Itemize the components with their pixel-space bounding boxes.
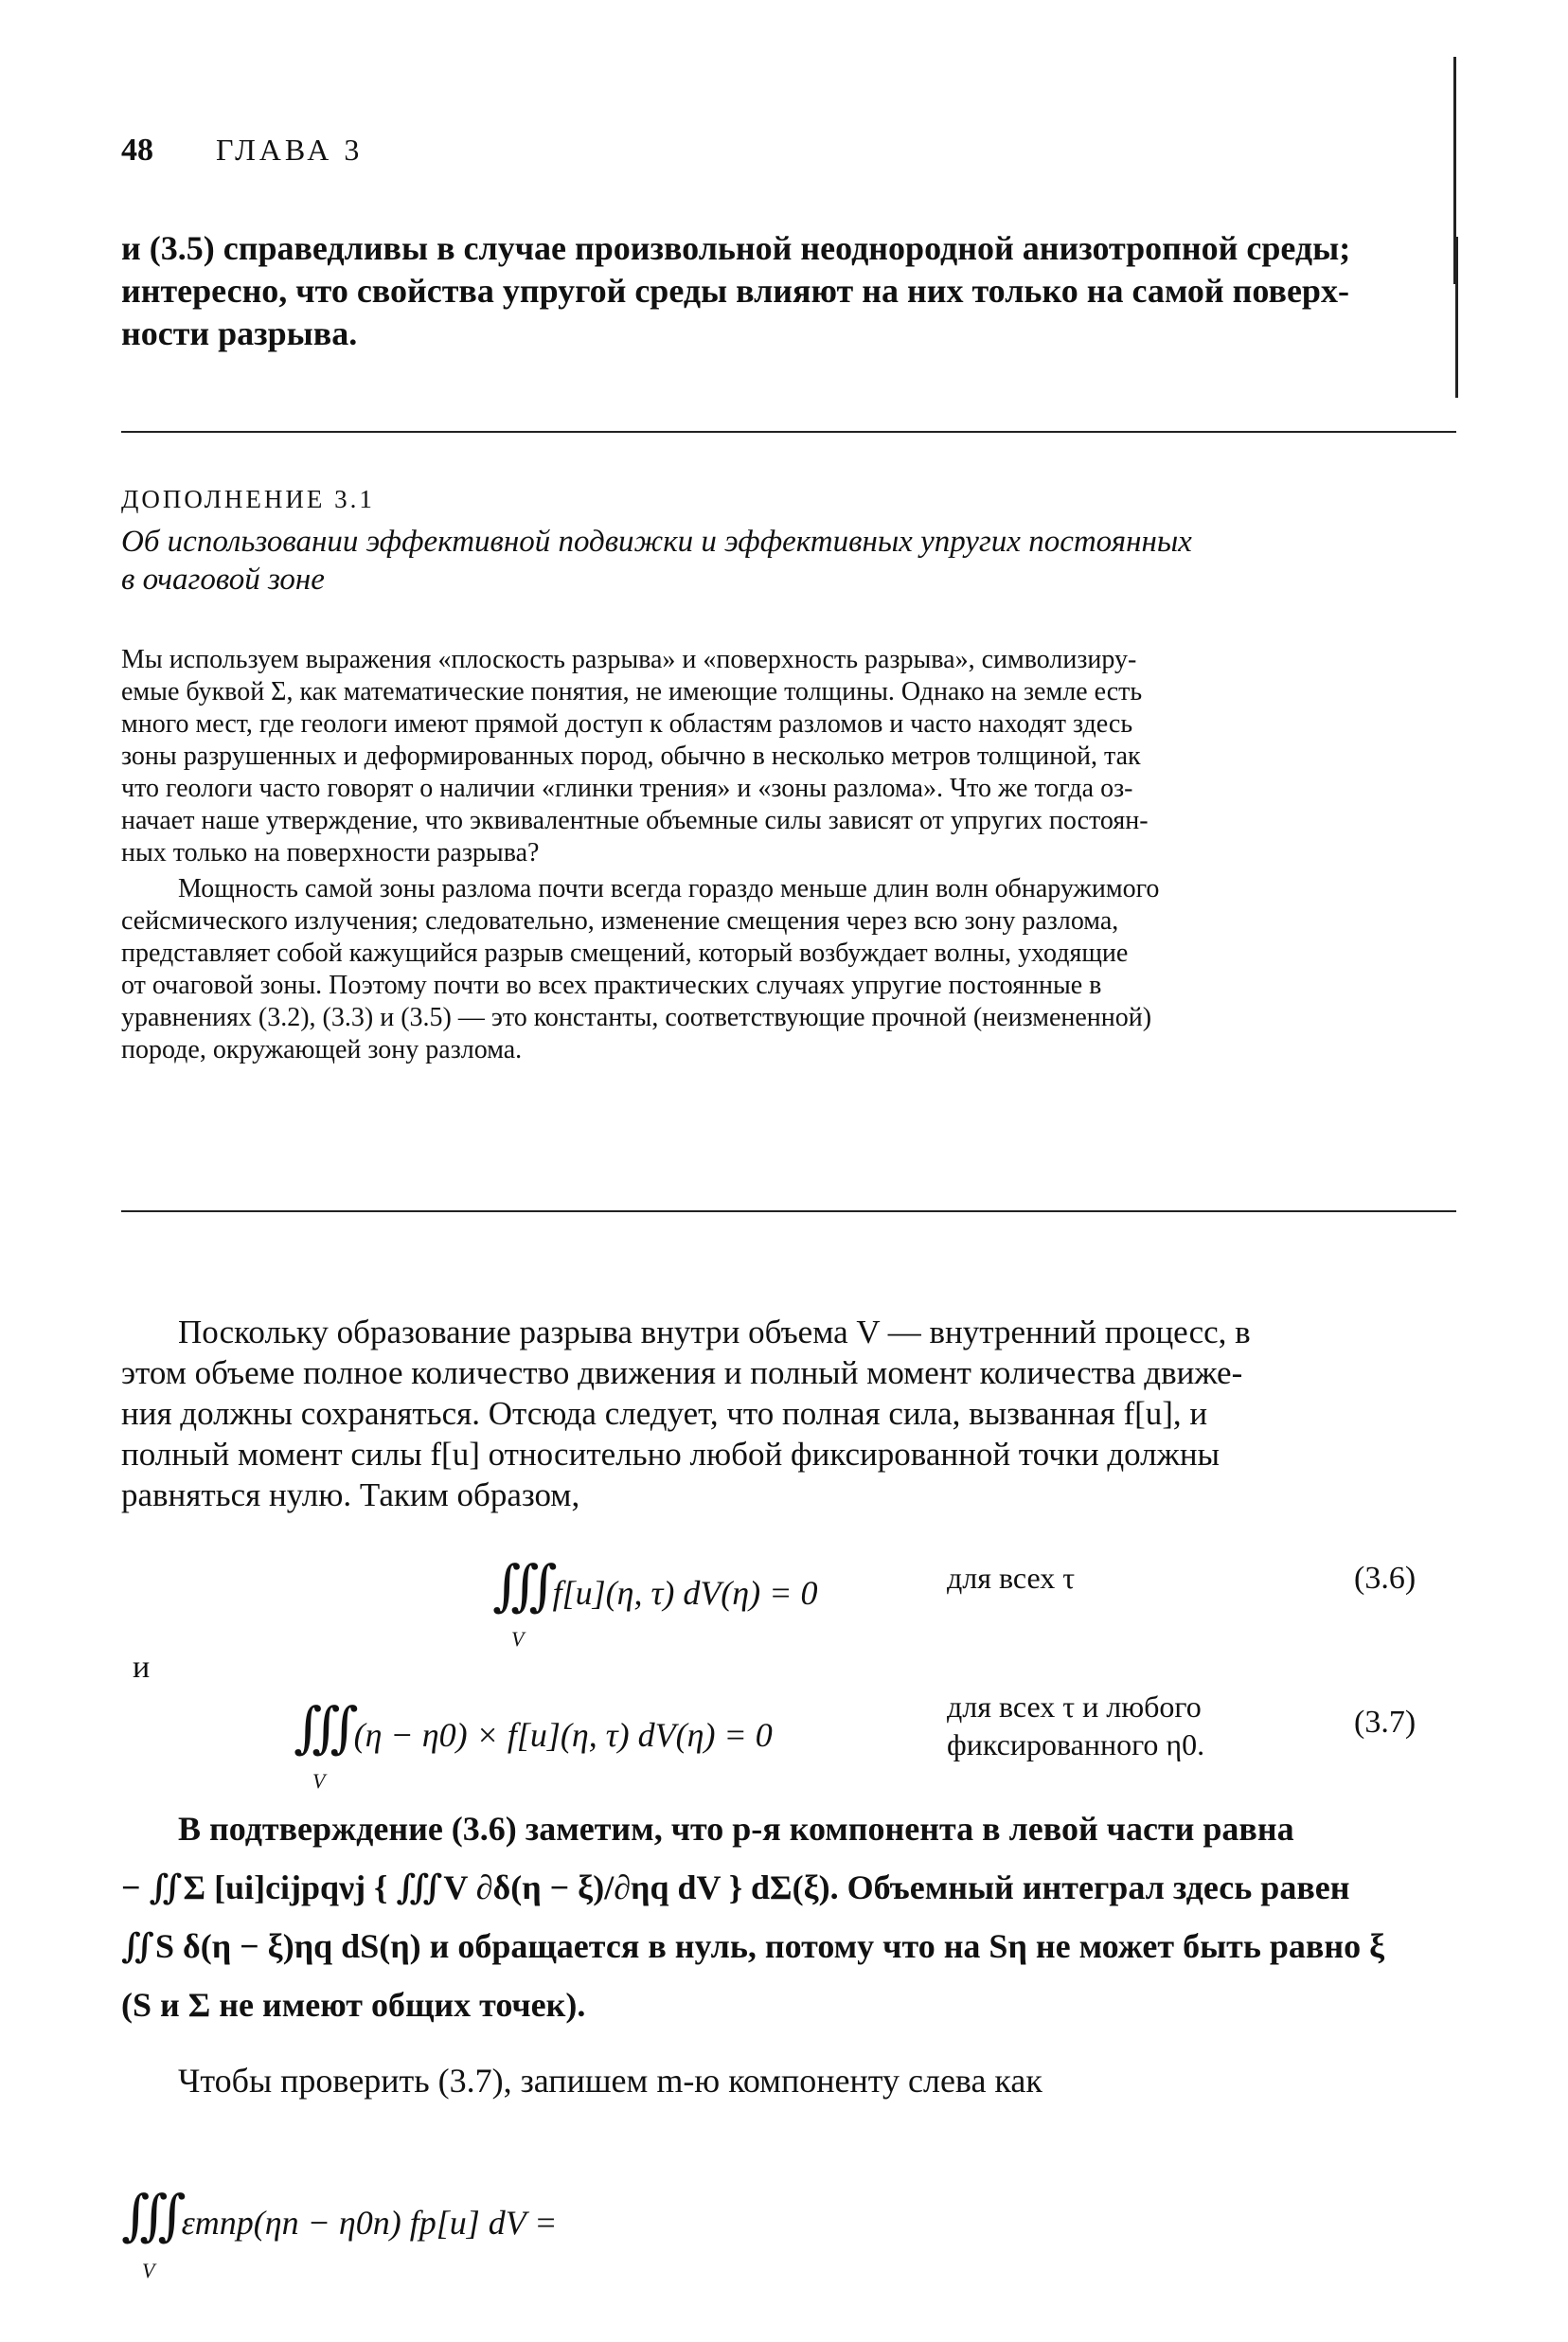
proof-line: В подтверждение (3.6) заметим, что p-я компонента в левой части равна — [178, 1810, 1294, 1848]
triple-integral-sign: ∭ — [121, 2183, 173, 2247]
main-line: полный момент силы f[u] относительно любой фиксированной точки должны — [121, 1436, 1221, 1473]
box-line: породе, окружающей зону разлома. — [121, 1035, 523, 1064]
intro-line: ности разрыва. — [121, 314, 358, 352]
main-line: Поскольку образование разрыва внутри объема V — внутренний процесс, в — [178, 1314, 1251, 1350]
box-line: зоны разрушенных и деформированных пород, обычно в несколько метров толщиной, так — [121, 742, 1141, 771]
box-line: представляет собой кажущийся разрыв смещений, который возбуждает волны, уходящие — [121, 939, 1129, 968]
equation-body: εmnp(ηn − η0n) fp[u] dV = — [181, 2204, 558, 2242]
check-line: Чтобы проверить (3.7), запишем m-ю компоненту слева как — [178, 2062, 1042, 2100]
proof-line: (S и Σ не имеют общих точек). — [121, 1986, 586, 2024]
box-label: ДОПОЛНЕНИЕ 3.1 — [121, 485, 375, 513]
intro-line: интересно, что свойства упругой среды влияют на них только на самой поверх- — [121, 272, 1349, 310]
box-paragraph-1 — [121, 644, 1456, 869]
triple-integral-sign: ∭ — [492, 1553, 544, 1618]
box-line: уравнениях (3.2), (3.3) и (3.5) — это константы, соответствующие прочной (неизмененной) — [121, 1003, 1152, 1032]
main-line: равняться нулю. Таким образом, — [121, 1476, 580, 1513]
box-title — [121, 523, 1466, 599]
equation-condition — [947, 1688, 1204, 1763]
condition-line: для всех τ и любого — [947, 1689, 1202, 1724]
integral-domain: V — [142, 2259, 155, 2282]
page-number: 48 — [121, 133, 153, 168]
box-line: ных только на поверхности разрыва? — [121, 838, 540, 867]
integral-domain: V — [511, 1627, 525, 1651]
equation-3-6 — [492, 1553, 817, 1618]
equation-3-7 — [294, 1695, 773, 1760]
equation-condition: для всех τ — [947, 1561, 1076, 1595]
intro-line: и (3.5) справедливы в случае произвольной неоднородной анизотропной среды; — [121, 229, 1351, 267]
final-equation — [121, 2183, 557, 2247]
intro-paragraph — [121, 227, 1456, 355]
box-title-line: в очаговой зоне — [121, 563, 325, 597]
equation-body: f[u](η, τ) dV(η) = 0 — [552, 1574, 818, 1612]
proof-line: ∬S δ(η − ξ)ηq dS(η) и обращается в нуль, потому что на Sη не может быть равно ξ — [121, 1927, 1385, 1965]
proof-paragraph — [121, 1799, 1456, 2034]
triple-integral-sign: ∭ — [294, 1695, 346, 1760]
condition-line: фиксированного η0. — [947, 1727, 1205, 1761]
equation-number: (3.6) — [1354, 1561, 1417, 1596]
proof-line: − ∬Σ [ui]cijpqνj { ∭V ∂δ(η − ξ)/∂ηq dV } dΣ(ξ). Объемный интеграл здесь равен — [121, 1868, 1350, 1906]
box-title-line: Об использовании эффективной подвижки и эффективных упругих постоянных — [121, 525, 1192, 559]
check-paragraph — [121, 2060, 1456, 2102]
main-line: ния должны сохраняться. Отсюда следует, что полная сила, вызванная f[u], и — [121, 1395, 1208, 1432]
equation-number: (3.7) — [1354, 1705, 1417, 1740]
main-line: этом объеме полное количество движения и полный момент количества движе- — [121, 1354, 1243, 1391]
conjunction-and: и — [133, 1650, 151, 1685]
main-paragraph — [121, 1312, 1456, 1515]
integral-domain: V — [312, 1769, 326, 1793]
box-line: что геологи часто говорят о наличии «глинки трения» и «зоны разлома». Что же тогда оз- — [121, 774, 1133, 803]
box-line: Мощность самой зоны разлома почти всегда гораздо меньше длин волн обнаружимого — [178, 874, 1160, 903]
box-top-rule — [121, 431, 1456, 433]
equation-body: (η − η0) × f[u](η, τ) dV(η) = 0 — [353, 1716, 773, 1754]
chapter-title: ГЛАВА 3 — [216, 133, 364, 167]
box-paragraph-2 — [121, 873, 1456, 1066]
box-line: сейсмического излучения; следовательно, изменение смещения через всю зону разлома, — [121, 906, 1119, 936]
box-line: Мы используем выражения «плоскость разрыва» и «поверхность разрыва», символизиру- — [121, 645, 1137, 674]
box-line: начает наше утверждение, что эквивалентные объемные силы зависят от упругих постоян- — [121, 806, 1149, 835]
box-bottom-rule — [121, 1210, 1456, 1212]
box-line: много мест, где геологи имеют прямой доступ к областям разломов и часто находят здесь — [121, 709, 1133, 739]
box-line: от очаговой зоны. Поэтому почти во всех практических случаях упругие постоянные в — [121, 971, 1102, 1000]
box-line: емые буквой Σ, как математические понятия, не имеющие толщины. Однако на земле есть — [121, 677, 1143, 706]
